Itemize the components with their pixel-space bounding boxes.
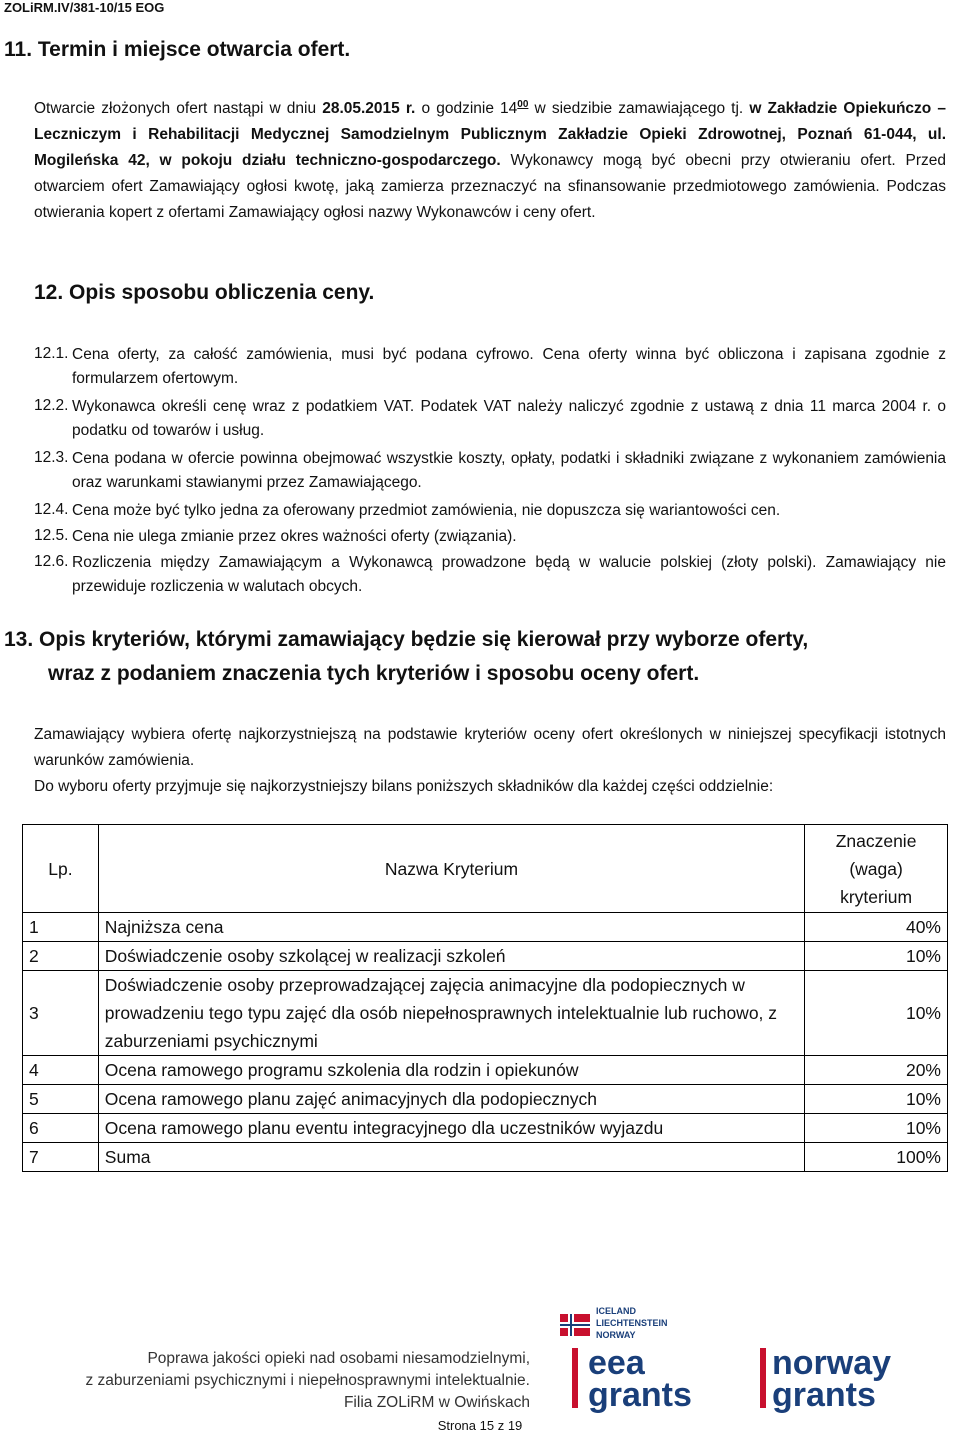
page-number: Strona 15 z 19 xyxy=(437,1418,523,1433)
row-weight: 10% xyxy=(805,942,948,971)
item-12-4-number: 12.4. xyxy=(34,501,69,518)
row-name: Najniższa cena xyxy=(98,913,804,942)
flag-mark xyxy=(560,1314,590,1336)
table-row xyxy=(23,942,948,971)
logo-norway-grants-word: grants xyxy=(772,1376,876,1414)
table-row xyxy=(23,913,948,942)
s11-hour-sup: 00 xyxy=(517,99,529,110)
item-12-3-text: Cena podana w ofercie powinna obejmować wszystkie koszty, opłaty, podatki i składniki związane z wykonaniem zamówienia oraz warunkami stawianymi przez Zamawiającego. xyxy=(72,450,946,491)
country-norway: NORWAY xyxy=(596,1330,636,1340)
s11-address: w Zakładzie Opiekuńczo – Leczniczym i Rehabilitacji Medycznej Samodzielnym Publicznym Zakładzie Opieki Zdrowotnej, Poznań 61-044, ul. Mogileńska 42, w pokoju działu techniczno-gospodarczego. xyxy=(34,100,946,170)
logo-eea-word: eea xyxy=(588,1344,645,1382)
row-name: Ocena ramowego planu zajęć animacyjnych dla podopiecznych xyxy=(98,1085,804,1114)
item-12-3-number: 12.3. xyxy=(34,449,69,466)
item-12-4-text: Cena może być tylko jedna za oferowany przedmiot zamówienia, nie dopuszcza się wariantowości cen. xyxy=(72,502,781,519)
table-row xyxy=(23,971,948,1056)
logo-eea-grants-word: grants xyxy=(588,1376,692,1414)
row-name: Ocena ramowego planu eventu integracyjnego dla uczestników wyjazdu xyxy=(98,1114,804,1143)
row-lp: 4 xyxy=(23,1056,99,1085)
row-weight: 10% xyxy=(805,1114,948,1143)
section-13-paragraph-2: Do wyboru oferty przyjmuje się najkorzystniejszy bilans poniższych składników dla każdej części oddzielnie: xyxy=(34,778,774,795)
footer-line-2: z zaburzeniami psychicznymi i niepełnosprawnymi intelektualnie. xyxy=(85,1372,530,1389)
s11-text-4: Wykonawcy mogą być obecni przy otwieraniu ofert. Przed otwarciem ofert Zamawiający ogłosi kwotę, jaką zamierza przeznaczyć na sfinansowanie przedmiotowego zamówienia. Podczas otwierania kopert z ofertami Zamawiający ogłosi nazwy Wykonawców i ceny ofert. xyxy=(34,152,946,222)
item-12-6-text: Rozliczenia między Zamawiającym a Wykonawcą prowadzone będą w walucie polskiej (złoty polski). Zamawiający nie przewiduje rozliczenia w walutach obcych. xyxy=(72,554,946,595)
header-lp: Lp. xyxy=(23,825,99,913)
item-12-5-number: 12.5. xyxy=(34,527,69,544)
row-lp: 5 xyxy=(23,1085,99,1114)
row-weight: 40% xyxy=(805,913,948,942)
row-lp: 2 xyxy=(23,942,99,971)
header-weight: Znaczenie (waga) kryterium xyxy=(805,825,948,913)
table-row xyxy=(23,1085,948,1114)
row-name: Doświadczenie osoby przeprowadzającej zajęcia animacyjne dla podopiecznych w prowadzeniu tego typu zajęć dla osób niepełnosprawnych intelektualnie lub ruchowo, z zaburzeniami psychicznymi xyxy=(98,971,804,1056)
criteria-table xyxy=(22,824,948,1172)
eea-norway-grants-logo xyxy=(560,1292,950,1417)
section-13-title-line-1: 13. Opis kryteriów, którymi zamawiający będzie się kierował przy wyborze oferty, xyxy=(4,628,809,651)
item-12-1-text: Cena oferty, za całość zamówienia, musi być podana cyfrowo. Cena oferty winna być obliczona i zapisana zgodnie z formularzem ofertowym. xyxy=(72,346,946,387)
criteria-table-header xyxy=(23,825,948,913)
project-footer-text xyxy=(70,1348,530,1414)
section-13-paragraph-1: Zamawiający wybiera ofertę najkorzystniejszą na podstawie kryteriów oceny ofert określonych w niniejszej specyfikacji istotnych warunków zamówienia. xyxy=(34,726,946,769)
table-row xyxy=(23,1056,948,1085)
row-name: Doświadczenie osoby szkolącej w realizacji szkoleń xyxy=(98,942,804,971)
s11-text-1: Otwarcie złożonych ofert nastąpi w dniu xyxy=(34,100,317,118)
logo-norway-accent-bar xyxy=(760,1348,766,1408)
logo-eea-accent-bar xyxy=(572,1348,578,1408)
row-lp: 7 xyxy=(23,1143,99,1172)
s11-text-3: w siedzibie zamawiającego tj. xyxy=(534,100,744,118)
flag-blue-cross-h xyxy=(560,1324,590,1326)
s11-hour: o godzinie 14 xyxy=(421,100,518,118)
section-12-title: 12. Opis sposobu obliczenia ceny. xyxy=(34,281,375,304)
country-iceland: ICELAND xyxy=(596,1306,636,1316)
item-12-6-number: 12.6. xyxy=(34,553,69,570)
item-12-5-text: Cena nie ulega zmianie przez okres ważności oferty (związania). xyxy=(72,528,517,545)
row-weight: 10% xyxy=(805,971,948,1056)
section-13-title-line-2: wraz z podaniem znaczenia tych kryteriów i sposobu oceny ofert. xyxy=(48,662,700,685)
item-12-2-number: 12.2. xyxy=(34,397,69,414)
s11-date: 28.05.2015 r. xyxy=(322,100,416,118)
document-reference: ZOLiRM.IV/381-10/15 EOG xyxy=(4,0,165,15)
row-weight: 10% xyxy=(805,1085,948,1114)
section-11-title: 11. Termin i miejsce otwarcia ofert. xyxy=(4,38,351,61)
item-12-1-number: 12.1. xyxy=(34,345,69,362)
item-12-2-text: Wykonawca określi cenę wraz z podatkiem VAT. Podatek VAT należy naliczyć zgodnie z ustawą z dnia 11 marca 2004 r. o podatku od towarów i usług. xyxy=(72,398,946,439)
section-11-paragraph xyxy=(34,92,946,226)
row-lp: 3 xyxy=(23,971,99,1056)
grants-logo-graphic xyxy=(560,1292,950,1417)
logo-norway-word: norway xyxy=(772,1344,892,1382)
country-liechtenstein: LIECHTENSTEIN xyxy=(596,1318,668,1328)
s11-text-2 xyxy=(421,100,528,117)
row-name: Ocena ramowego programu szkolenia dla rodzin i opiekunów xyxy=(98,1056,804,1085)
table-row xyxy=(23,1114,948,1143)
row-weight: 100% xyxy=(805,1143,948,1172)
row-lp: 1 xyxy=(23,913,99,942)
row-name: Suma xyxy=(98,1143,804,1172)
row-weight: 20% xyxy=(805,1056,948,1085)
row-lp: 6 xyxy=(23,1114,99,1143)
footer-line-1: Poprawa jakości opieki nad osobami niesamodzielnymi, xyxy=(147,1350,530,1367)
header-name: Nazwa Kryterium xyxy=(98,825,804,913)
footer-line-3: Filia ZOLiRM w Owińskach xyxy=(343,1394,530,1411)
table-row xyxy=(23,1143,948,1172)
